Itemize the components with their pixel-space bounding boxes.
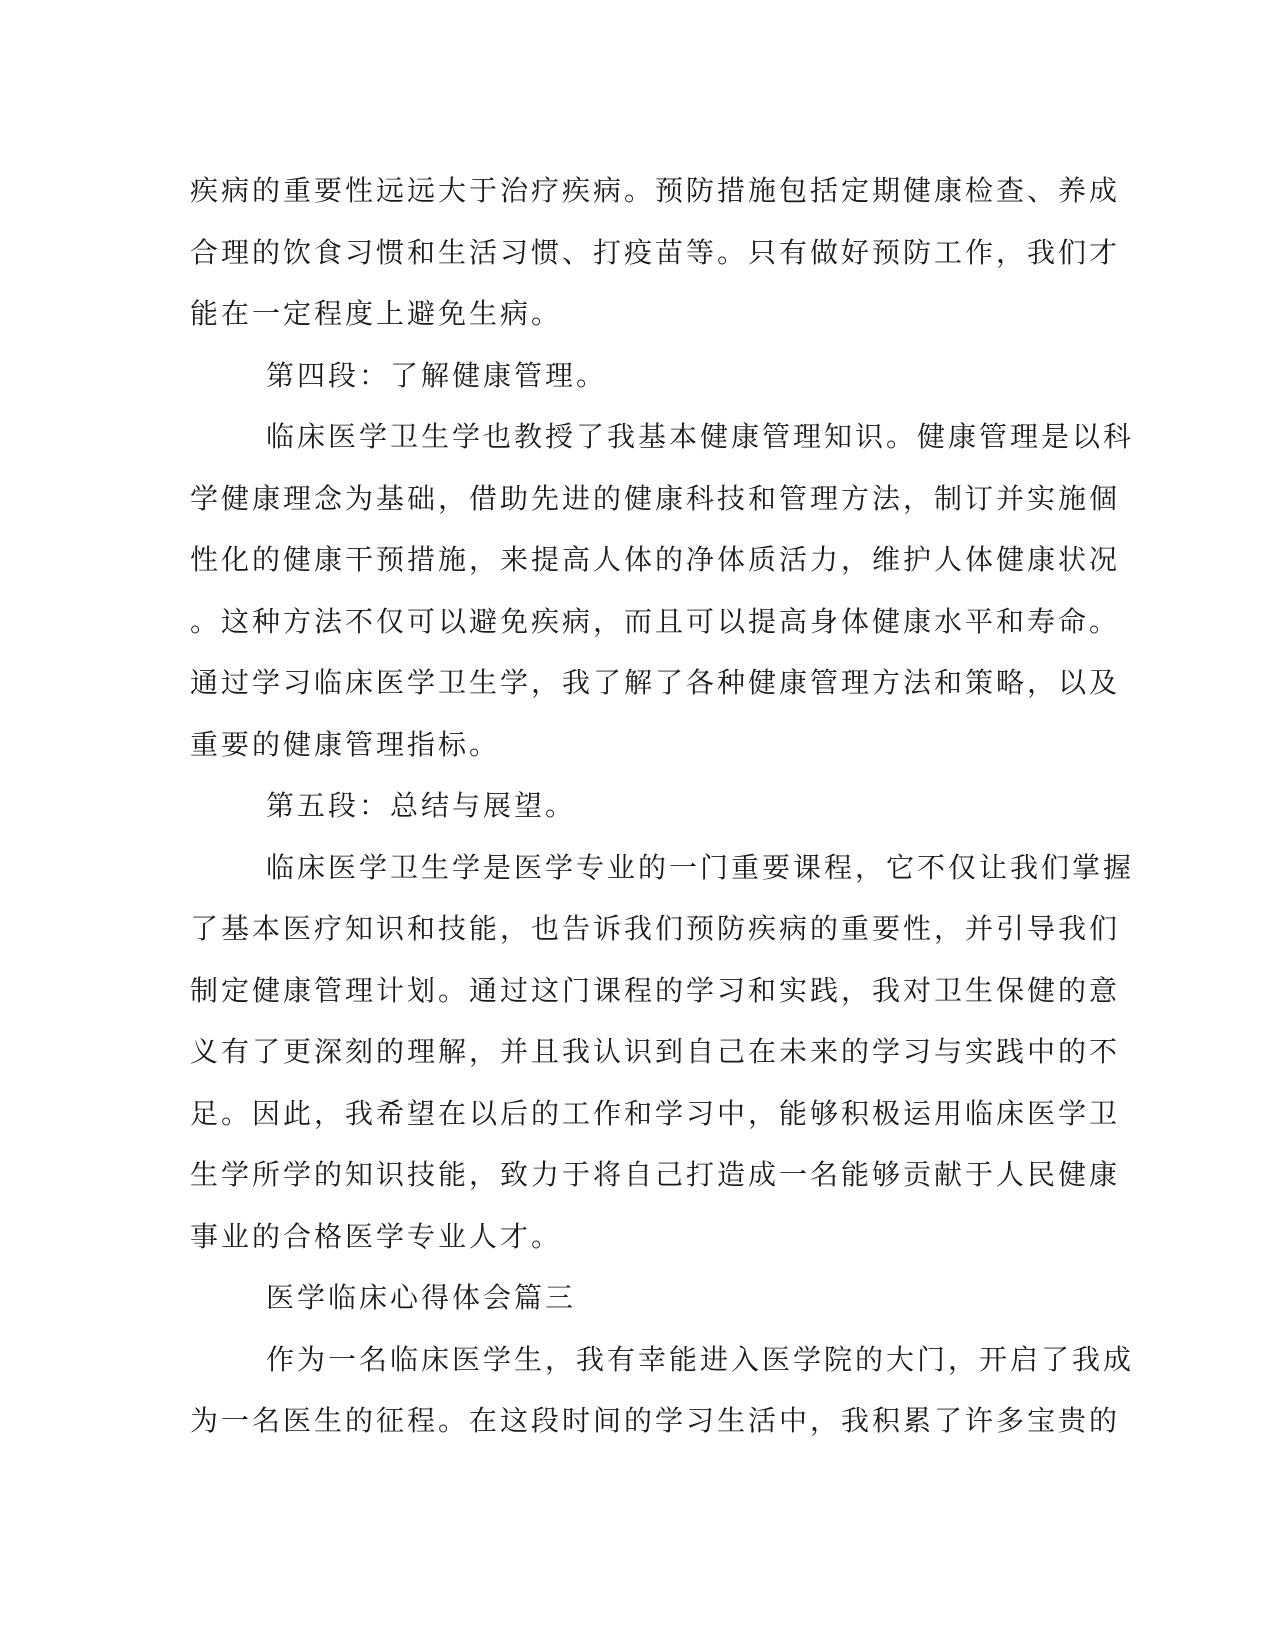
- text-line: 事业的合格医学专业人才。: [190, 1219, 563, 1253]
- text-line: 义有了更深刻的理解，并且我认识到自己在未来的学习与实践中的不: [190, 1035, 1121, 1068]
- text-line: 重要的健康管理指标。: [190, 727, 501, 761]
- text-line: 足。因此，我希望在以后的工作和学习中，能够积极运用临床医学卫: [190, 1096, 1121, 1130]
- text-line: 。这种方法不仅可以避免疾病，而且可以提高身体健康水平和寿命。: [190, 604, 1121, 638]
- section-heading: 第五段：总结与展望。: [266, 789, 577, 822]
- text-line: 为一名医生的征程。在这段时间的学习生活中，我积累了许多宝贵的: [190, 1404, 1121, 1437]
- text-line: 性化的健康干预措施，来提高人体的净体质活力，维护人体健康状况: [190, 543, 1121, 576]
- text-line: 了基本医疗知识和技能，也告诉我们预防疾病的重要性，并引导我们: [190, 912, 1121, 945]
- text-line: 合理的饮食习惯和生活习惯、打疫苗等。只有做好预防工作，我们才: [190, 235, 1121, 269]
- text-line: 通过学习临床医学卫生学，我了解了各种健康管理方法和策略，以及: [190, 666, 1121, 699]
- text-line: 能在一定程度上避免生病。: [190, 297, 563, 330]
- section-heading: 第四段：了解健康管理。: [266, 358, 608, 392]
- text-line: 学健康理念为基础，借助先进的健康科技和管理方法，制订并实施個: [190, 481, 1121, 515]
- document-body: [190, 160, 1135, 1452]
- text-line: 作为一名临床医学生，我有幸能进入医学院的大门，开启了我成: [266, 1342, 1135, 1376]
- text-line: 生学所学的知识技能，致力于将自己打造成一名能够贡献于人民健康: [190, 1158, 1121, 1191]
- text-line: 临床医学卫生学也教授了我基本健康管理知识。健康管理是以科: [266, 420, 1135, 453]
- text-line: 疾病的重要性远远大于治疗疾病。预防措施包括定期健康检查、养成: [190, 174, 1121, 207]
- article-title: 医学临床心得体会篇三: [266, 1281, 577, 1314]
- text-line: 制定健康管理计划。通过这门课程的学习和实践，我对卫生保健的意: [190, 973, 1121, 1007]
- text-line: 临床医学卫生学是医学专业的一门重要课程，它不仅让我们掌握: [266, 850, 1135, 884]
